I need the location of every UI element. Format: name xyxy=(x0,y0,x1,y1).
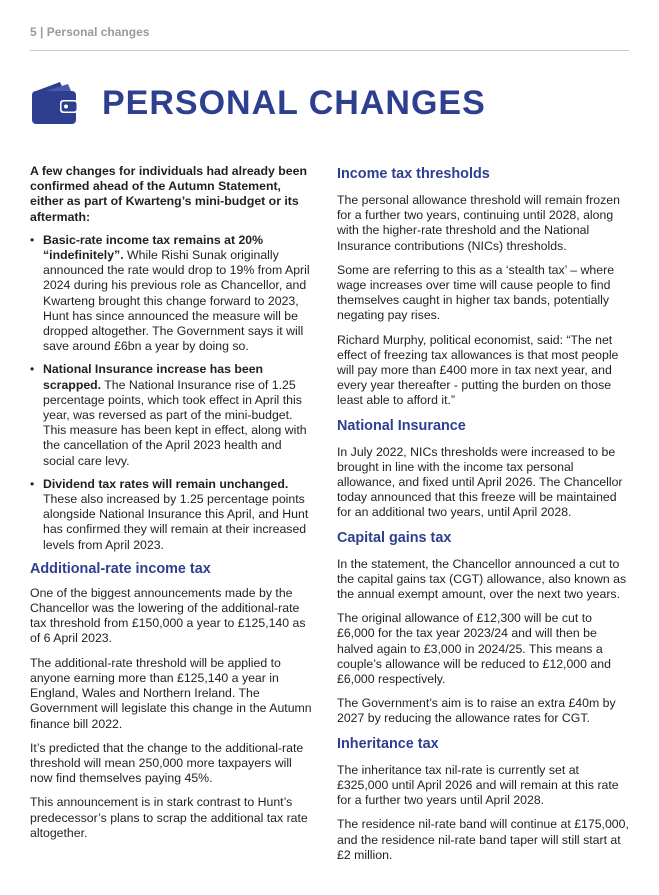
section-name: Personal changes xyxy=(46,25,150,39)
paragraph: The personal allowance threshold will remain frozen for a further two years, continuing until 2028, along with the higher-rate threshold and the National Insurance contributions (NICs) thresholds. xyxy=(337,193,620,253)
wallet-icon xyxy=(30,80,80,126)
section-heading-income-tax: Income tax thresholds xyxy=(337,166,490,182)
header-rule xyxy=(30,50,629,51)
intro-paragraph: A few changes for individuals had already been confirmed ahead of the Autumn Statement, either as part of Kwarteng’s mini-budget or its aftermath: xyxy=(30,164,307,224)
bullet-list xyxy=(30,233,316,553)
header-separator: | xyxy=(40,25,44,39)
title-row xyxy=(30,78,486,128)
section-heading-capital-gains: Capital gains tax xyxy=(337,529,452,546)
page-title: PERSONAL CHANGES xyxy=(102,83,486,122)
paragraph: This announcement is in stark contrast to Hunt’s predecessor’s plans to scrap the additional tax rate altogether. xyxy=(30,795,308,840)
page-number: 5 xyxy=(30,25,37,39)
left-column xyxy=(30,164,316,850)
paragraph: The additional-rate threshold will be applied to anyone earning more than £125,140 a year in England, Wales and Northern Ireland. The Government will legislate this change in the Autumn finance bill 2022. xyxy=(30,655,312,731)
paragraph: It’s predicted that the change to the additional-rate threshold will mean 250,000 more taxpayers will now find themselves paying 45%. xyxy=(30,740,304,786)
paragraph: The residence nil-rate band will continue at £175,000, and the residence nil-rate band taper will still start at £2 million. xyxy=(337,817,629,862)
list-item: • National Insurance increase has been scrapped. The National Insurance rise of 1.25 percentage points, which took effect in April this year, was reversed as part of the mini-budget. This measure has been kept in effect, along with the cancellation of the April 2023 health and social care levy. xyxy=(30,362,316,468)
page-header xyxy=(30,25,149,39)
paragraph: The original allowance of £12,300 will be cut to £6,000 for the tax year 2023/24 and will then be halved again to £3,000 in 2024/25. This means a couple’s allowance will be reduced to £12,000 and £6,000 respectively. xyxy=(337,611,611,687)
paragraph: In the statement, the Chancellor announced a cut to the capital gains tax (CGT) allowance, also known as the annual exempt amount, over the next two years. xyxy=(337,556,627,602)
list-item: • Basic-rate income tax remains at 20% “indefinitely”. While Rishi Sunak originally announced the rate would drop to 19% from April 2024 during his previous role as Chancellor, and Kwarteng brought this change forward to 2023, Hunt has since announced the measure will be dropped altogether. The Government says it will save around £6bn a year by doing so. xyxy=(30,233,316,355)
section-heading-additional-rate: Additional-rate income tax xyxy=(30,560,211,577)
right-column xyxy=(337,166,629,872)
paragraph: Richard Murphy, political economist, said: “The net effect of freezing tax allowances is that most people will pay more than £400 more in tax next year, and every year thereafter - putting the burden on those least able to afford it.” xyxy=(337,332,619,408)
list-item: • Dividend tax rates will remain unchanged. These also increased by 1.25 percentage points alongside National Insurance this April, and Hunt has confirmed they will remain at their increased levels from April 2023. xyxy=(30,477,316,553)
paragraph: One of the biggest announcements made by the Chancellor was the lowering of the additional-rate tax threshold from £150,000 a year to £125,140 as of 6 April 2023. xyxy=(30,585,306,646)
section-heading-national-insurance: National Insurance xyxy=(337,417,466,434)
paragraph: In July 2022, NICs thresholds were increased to be brought in line with the income tax personal allowance, and fixed until April 2026. The Chancellor today announced that this freeze will be maintained for an additional two years, until April 2028. xyxy=(337,444,623,520)
paragraph: Some are referring to this as a ‘stealth tax’ – where wage increases over time will cause people to find themselves caught in higher tax bands, potentially negating pay rises. xyxy=(337,262,615,323)
paragraph: The Government’s aim is to raise an extra £40m by 2027 by reducing the allowance rates for CGT. xyxy=(337,696,616,726)
section-heading-inheritance: Inheritance tax xyxy=(337,735,439,752)
paragraph: The inheritance tax nil-rate is currently set at £325,000 until April 2026 and will remain at this rate for a further two years until April 2028. xyxy=(337,762,619,808)
